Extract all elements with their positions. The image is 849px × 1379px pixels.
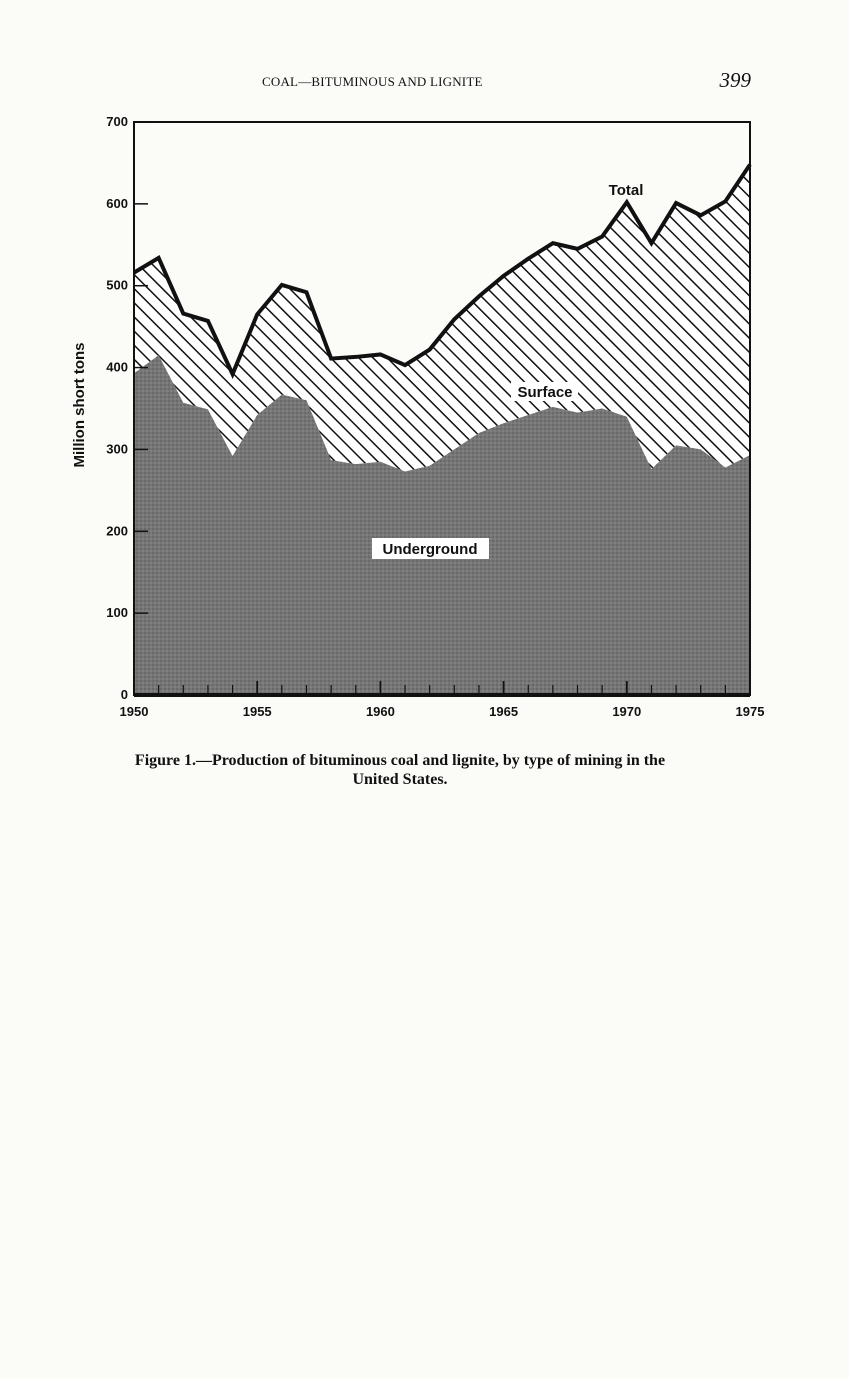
surface-area [134,165,750,472]
figure-caption [92,751,708,789]
x-tick-label-1970: 1970 [612,704,642,719]
y-axis-label: Million short tons [71,342,88,468]
surface-label-group [511,382,578,401]
y-tick-label-200: 200 [106,523,128,539]
total-series-label: Total [608,182,644,199]
y-tick-label-600: 600 [106,195,128,211]
x-tick-label-1965: 1965 [489,704,519,719]
x-tick-label-1975: 1975 [735,704,765,719]
underground-label-group [372,538,489,559]
running-title: COAL—BITUMINOUS AND LIGNITE [262,74,483,89]
y-tick-label-300: 300 [106,441,128,457]
caption-line-1: Figure 1.—Production of bituminous coal and lignite, by type of mining in the [134,752,666,769]
y-tick-label-0: 0 [120,687,128,702]
x-tick-label-1950: 1950 [119,704,149,719]
underground-series-label: Underground [382,541,478,558]
y-tick-label-500: 500 [106,277,128,293]
y-tick-label-400: 400 [106,359,128,375]
y-tick-label-100: 100 [106,605,128,621]
caption-line-2: United States. [352,771,448,788]
y-tick-label-700: 700 [106,114,128,129]
surface-series-label: Surface [517,384,573,401]
page-number: 399 [719,68,751,92]
x-tick-label-1955: 1955 [242,704,272,719]
x-tick-label-1960: 1960 [365,704,395,719]
